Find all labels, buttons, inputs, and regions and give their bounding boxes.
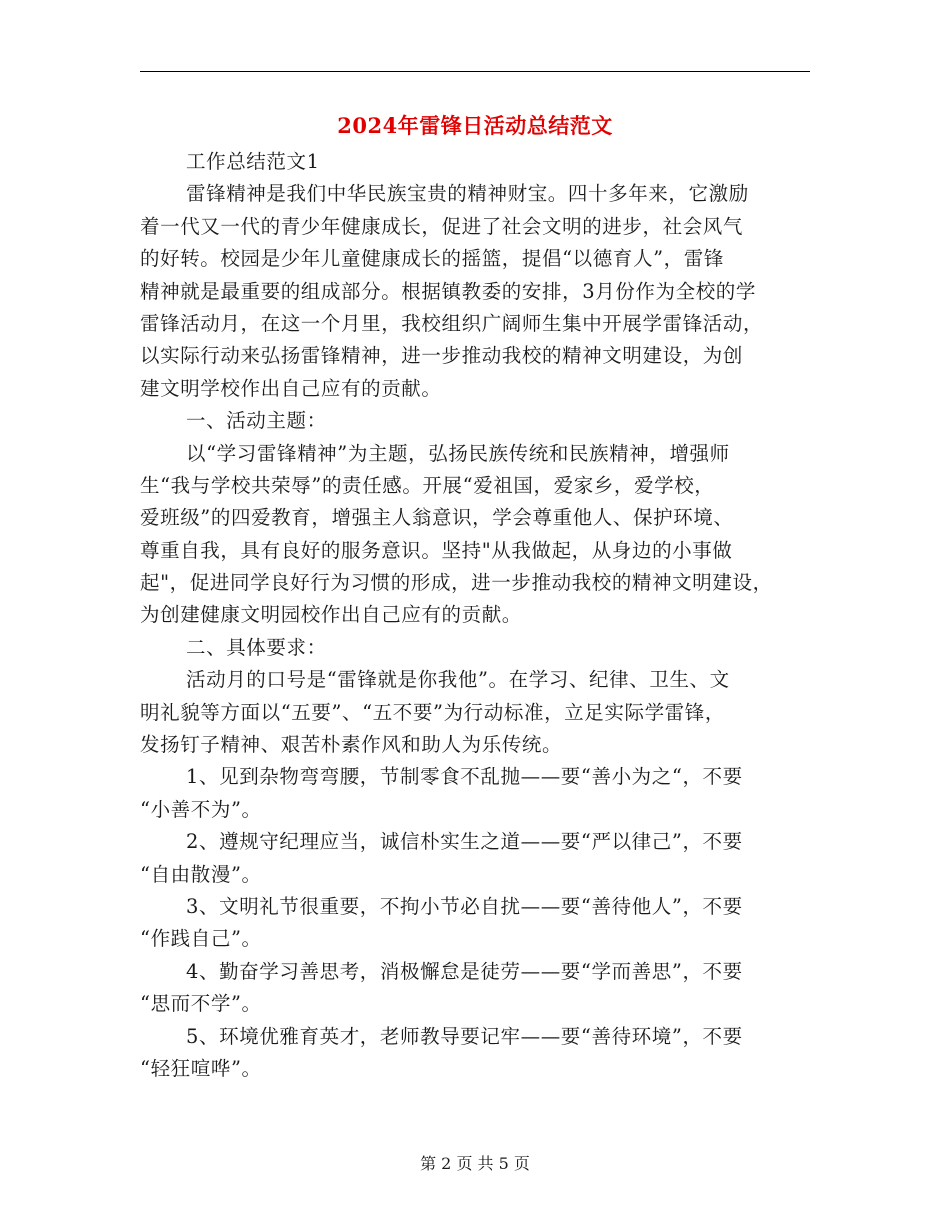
section-heading: 二、具体要求： [186,635,327,659]
list-item: 1、见到杂物弯弯腰，节制零食不乱抛——要“善小为之“，不要 [186,765,743,789]
page-number: 第 2 页 共 5 页 [420,1154,530,1173]
list-item-continuation: “小善不为”。 [140,797,262,821]
body-line: 生“我与学校共荣辱”的责任感。开展“爱祖国，爱家乡，爱学校， [140,473,715,497]
body-line: 爱班级”的四爱教育，增强主人翁意识，学会尊重他人、保护环境、 [140,506,734,530]
document-body [140,146,812,1085]
body-line: 的好转。校园是少年儿童健康成长的摇篮，提倡“以德育人”，雷锋 [140,247,724,271]
body-line: 雷锋活动月，在这一个月里，我校组织广阔师生集中开展学雷锋活动， [140,311,764,335]
list-item-continuation: “轻狂喧哗”。 [140,1056,262,1080]
body-line: 为创建健康文明园校作出自己应有的贡献。 [140,603,522,627]
body-line: 以“学习雷锋精神”为主题，弘扬民族传统和民族精神，增强师 [186,441,730,465]
list-item: 3、文明礼节很重要，不拘小节必自扰——要“善待他人”，不要 [186,894,743,918]
list-item-continuation: “自由散漫”。 [140,862,262,886]
list-item-continuation: “作践自己”。 [140,927,262,951]
list-item-continuation: “思而不学”。 [140,992,262,1016]
body-line: 起"，促进同学良好行为习惯的形成，进一步推动我校的精神文明建设， [140,571,773,595]
body-line: 工作总结范文1 [186,150,320,173]
body-line: 以实际行动来弘扬雷锋精神，进一步推动我校的精神文明建设，为创 [140,344,744,368]
list-item: 2、遵规守纪理应当，诚信朴实生之道——要“严以律己”，不要 [186,830,743,854]
section-heading: 一、活动主题： [186,409,327,433]
header-rule [140,71,810,72]
document-title: 2024年雷锋日活动总结范文 [337,113,613,138]
body-line: 精神就是最重要的组成部分。根据镇教委的安排，3月份作为全校的学 [140,279,757,303]
list-item: 5、环境优雅育英才，老师教导要记牢——要“善待环境”，不要 [186,1024,743,1048]
body-line: 发扬钉子精神、艰苦朴素作风和助人为乐传统。 [140,733,563,757]
body-line: 明礼貌等方面以“五要”、“五不要”为行动标准，立足实际学雷锋， [140,700,725,724]
body-line: 着一代又一代的青少年健康成长，促进了社会文明的进步，社会风气 [140,214,744,238]
body-line: 建文明学校作出自己应有的贡献。 [140,376,442,400]
body-line: 活动月的口号是“雷锋就是你我他”。在学习、纪律、卫生、文 [186,668,730,692]
list-item: 4、勤奋学习善思考，消极懈怠是徒劳——要“学而善思”，不要 [186,959,743,983]
body-line: 尊重自我，具有良好的服务意识。坚持"从我做起，从身边的小事做 [140,538,733,562]
body-line: 雷锋精神是我们中华民族宝贵的精神财宝。四十多年来，它激励 [186,182,749,206]
